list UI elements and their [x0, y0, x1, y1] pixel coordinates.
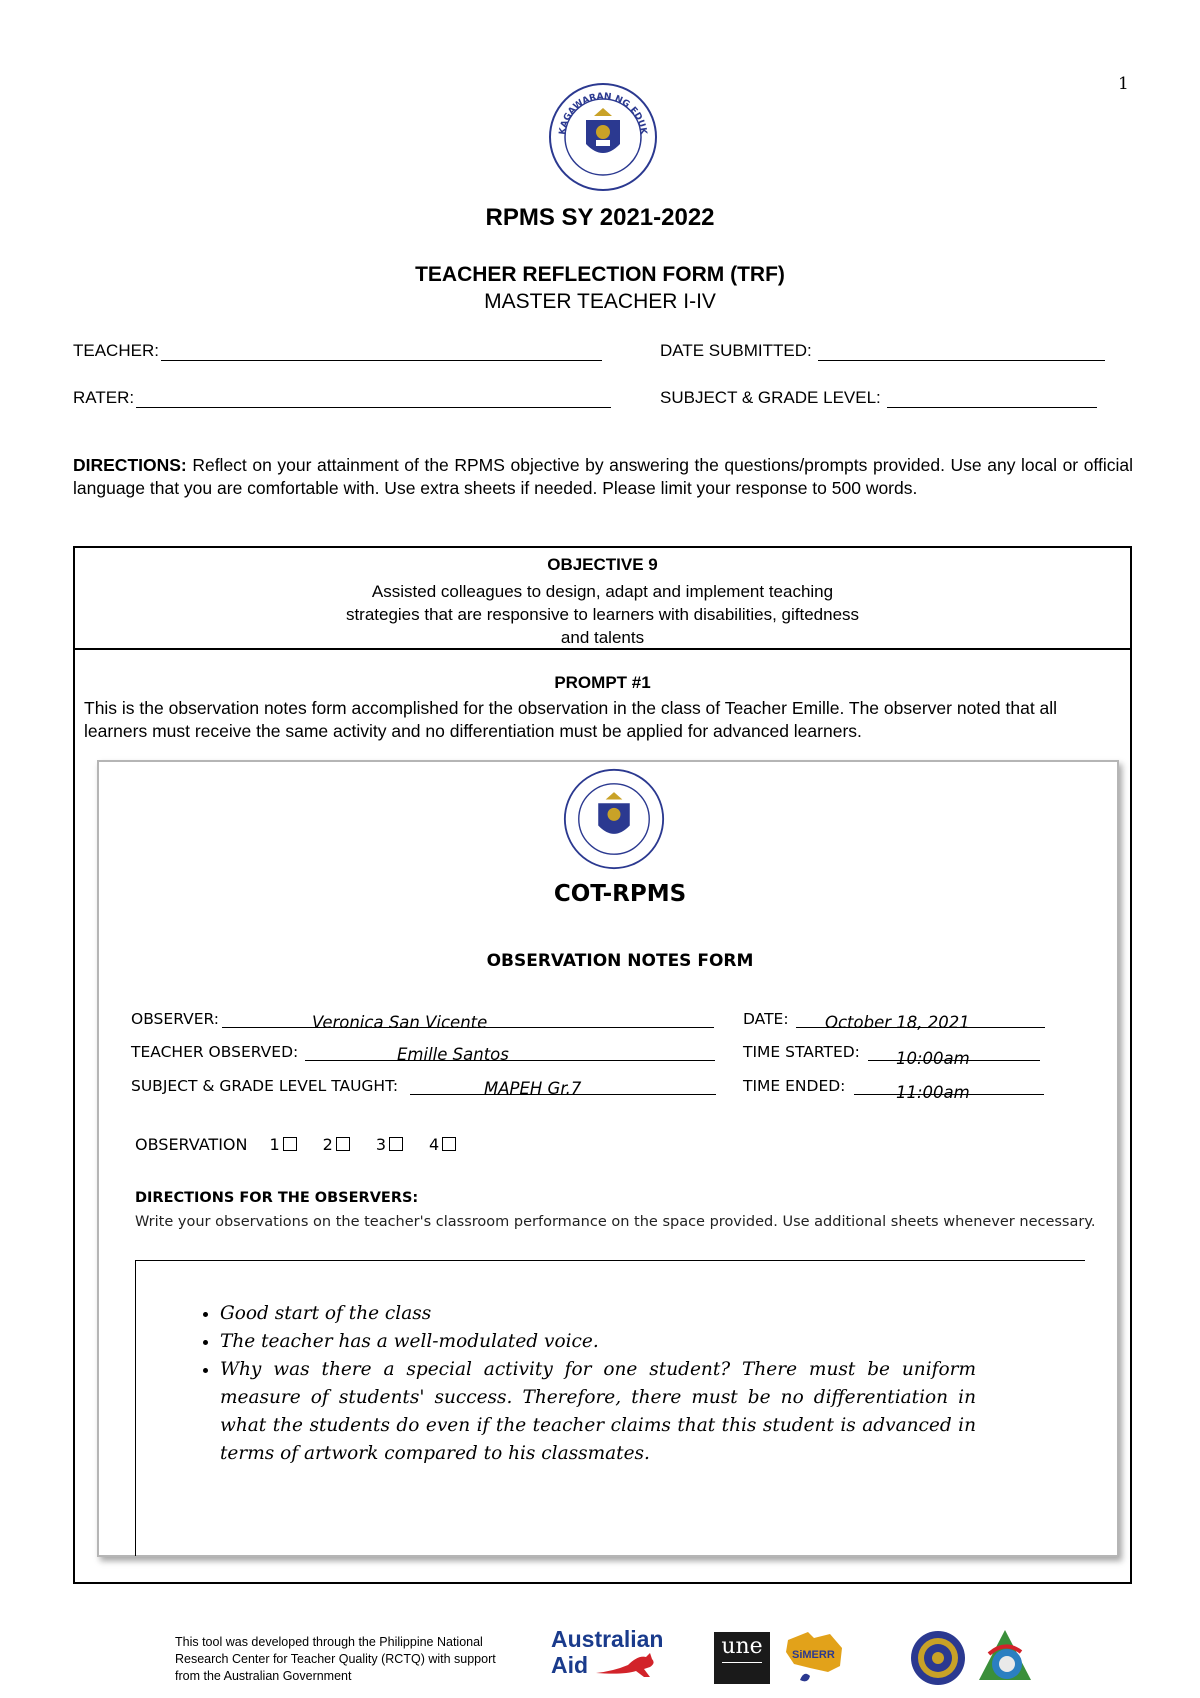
une-logo — [714, 1632, 770, 1684]
page-title: RPMS SY 2021-2022 — [485, 204, 715, 231]
checkbox-2[interactable] — [336, 1137, 350, 1151]
footer-line-1: This tool was developed through the Philippine National — [175, 1635, 483, 1649]
directions-label: DIRECTIONS: — [73, 455, 187, 475]
time-started-value: 10:00am — [896, 1049, 970, 1068]
observation-option-3[interactable] — [376, 1135, 403, 1154]
subject-taught-value: MAPEH Gr.7 — [484, 1079, 582, 1098]
note-item: • Why was there a special activity for one student? There must be uniform measure of students' success. Therefore, there must be no differentiation in what the students do even if the teacher claims that this student is advanced in terms of artwork compared to his classmates. — [220, 1356, 976, 1468]
time-started-label: TIME STARTED: — [743, 1043, 860, 1061]
footer-line-3: from the Australian Government — [175, 1669, 352, 1683]
rater-field[interactable] — [73, 387, 611, 408]
pnu-logo — [975, 1626, 1035, 1688]
observation-form-title: OBSERVATION NOTES FORM — [486, 951, 754, 971]
observer-directions-heading: DIRECTIONS FOR THE OBSERVERS: — [135, 1190, 419, 1206]
cot-title: COT-RPMS — [553, 881, 687, 907]
date-value: October 18, 2021 — [825, 1013, 970, 1032]
directions-text: Reflect on your attainment of the RPMS objective by answering the questions/prompts provided. Use any local or official language that you are comfortable with. Use extra sheets if needed. Please limit your response to 500 words. — [73, 455, 1133, 498]
footer-line-2: Research Center for Teacher Quality (RCTQ) with support — [175, 1652, 496, 1666]
teacher-observed-label: TEACHER OBSERVED: — [131, 1043, 299, 1061]
subject-grade-line[interactable] — [887, 387, 1097, 408]
teacher-label: TEACHER: — [73, 341, 159, 360]
time-ended-value: 11:00am — [896, 1083, 970, 1102]
observation-label: OBSERVATION — [135, 1135, 248, 1154]
checkbox-4[interactable] — [442, 1137, 456, 1151]
observation-row — [135, 1135, 456, 1154]
rctq-seal-logo — [910, 1630, 966, 1686]
notes-box-left — [135, 1260, 136, 1556]
subject-taught-label: SUBJECT & GRADE LEVEL TAUGHT: — [131, 1077, 399, 1095]
kangaroo-icon — [594, 1651, 664, 1679]
observer-value: Veronica San Vicente — [312, 1013, 488, 1032]
observation-option-4[interactable] — [429, 1135, 456, 1154]
option-3-label: 3 — [375, 1135, 387, 1154]
une-logo-text: une — [721, 1634, 763, 1659]
option-4-label: 4 — [429, 1135, 440, 1154]
option-1-label: 1 — [269, 1135, 280, 1154]
rater-label: RATER: — [73, 388, 135, 407]
objective-line-1: Assisted colleagues to design, adapt and implement teaching — [371, 582, 834, 601]
teacher-observed-value: Emille Santos — [397, 1045, 509, 1064]
observation-option-2[interactable] — [323, 1135, 350, 1154]
date-submitted-line[interactable] — [818, 340, 1105, 361]
observation-notes — [186, 1300, 976, 1468]
directions — [73, 454, 1133, 500]
footer-credit — [175, 1634, 515, 1685]
date-submitted-label: DATE SUBMITTED: — [660, 341, 812, 360]
objective-title: OBJECTIVE 9 — [547, 555, 658, 574]
simerr-logo-text: SiMERR — [792, 1649, 835, 1661]
note-item: • Good start of the class — [220, 1300, 976, 1328]
australian-aid-logo-text-2: Aid — [551, 1651, 589, 1678]
date-submitted-field[interactable] — [660, 340, 1105, 361]
objective-description — [73, 580, 1132, 649]
subject-grade-field[interactable] — [660, 387, 1097, 408]
note-item: • The teacher has a well-modulated voice. — [220, 1328, 976, 1356]
seal-text: KAGAWARAN NG EDUK — [557, 91, 649, 136]
subject-grade-label: SUBJECT & GRADE LEVEL: — [660, 388, 881, 407]
prompt-text: This is the observation notes form accomplished for the observation in the class of Teacher Emille. The observer noted that all learners must receive the same activity and no differentiation must be applied for advanced learners. — [84, 698, 1058, 741]
form-title: TEACHER REFLECTION FORM (TRF) — [415, 263, 785, 286]
observation-option-1[interactable] — [269, 1135, 296, 1154]
australian-aid-logo-text-1: Australian — [551, 1626, 664, 1652]
simerr-logo — [780, 1626, 850, 1688]
notes-box-top — [135, 1260, 1085, 1261]
observer-directions-text: Write your observations on the teacher's classroom performance on the space provided. Use additional sheets whenever necessary. — [135, 1214, 1096, 1230]
date-label: DATE: — [743, 1010, 789, 1028]
objective-line-3: and talents — [560, 628, 645, 647]
prompt-title: PROMPT #1 — [554, 673, 651, 692]
teacher-observed-line — [305, 1060, 715, 1061]
objective-line-2: strategies that are responsive to learners with disabilities, giftedness — [345, 605, 860, 624]
checkbox-3[interactable] — [389, 1137, 403, 1151]
deped-seal-logo — [548, 82, 658, 192]
option-2-label: 2 — [322, 1135, 333, 1154]
teacher-line[interactable] — [161, 340, 602, 361]
checkbox-1[interactable] — [283, 1137, 297, 1151]
teacher-field[interactable] — [73, 340, 602, 361]
australian-aid-logo — [551, 1628, 664, 1679]
observer-label: OBSERVER: — [131, 1010, 220, 1028]
deped-seal-logo-small — [563, 768, 665, 870]
page-number: 1 — [1118, 74, 1129, 94]
form-subtitle: MASTER TEACHER I-IV — [484, 290, 716, 313]
rater-line[interactable] — [136, 387, 611, 408]
time-ended-label: TIME ENDED: — [743, 1077, 846, 1095]
